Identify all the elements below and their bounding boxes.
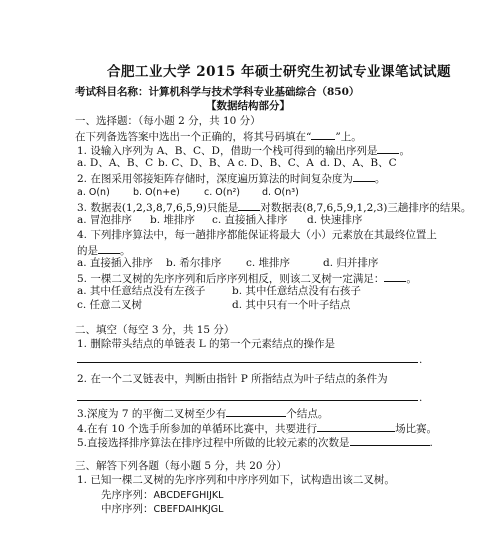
instruction-text-a: 在下列备选答案中选出一个正确的，将其号码填在“ bbox=[75, 131, 312, 143]
fill-q5-period: . bbox=[429, 437, 433, 449]
fill-q4-text-b: 场比赛。 bbox=[395, 423, 438, 435]
mc-q5-blank bbox=[384, 271, 406, 282]
preorder-label: 先序序列： bbox=[101, 489, 154, 501]
mc-q4-blank bbox=[98, 243, 120, 254]
part-heading: 【数据结构部分】 bbox=[206, 100, 290, 112]
fill-question-2: 2. 在一个二叉链表中，判断由指针 P 所指结点为叶子结点的条件为 bbox=[77, 373, 388, 385]
mc-q1-blank bbox=[377, 143, 399, 154]
fill-q3-blank bbox=[226, 406, 286, 417]
instruction-text-b: ”上。 bbox=[335, 131, 362, 143]
mc-q4-option-d: d. 归并排序 bbox=[323, 257, 379, 269]
inorder-value: CBEFDAIHKJGL bbox=[153, 504, 224, 515]
mc-q3-blank bbox=[238, 200, 260, 211]
ans-question-1: 1. 已知一棵二叉树的先序序列和中序序列如下，试构造出该二叉树。 bbox=[77, 474, 395, 486]
mc-q4-text: 的是 bbox=[77, 245, 98, 257]
instruction-blank bbox=[311, 129, 335, 140]
fill-question-4 bbox=[77, 421, 437, 436]
mc-q5-option-d: d. 其中只有一个叶子结点 bbox=[232, 299, 351, 311]
mc-q3-option-c: c. 直接插入排序 bbox=[212, 214, 288, 226]
mc-q1-text: 1. 设输入序列为 A、B、C、D，借助一个栈可得到的输出序列是 bbox=[77, 145, 378, 157]
exam-title: 合肥工业大学 2015 年硕士研究生初试专业课笔试试题 bbox=[107, 64, 451, 80]
fill-q5-blank bbox=[350, 435, 430, 446]
fill-q3-text-a: 3.深度为 7 的平衡二叉树至少有 bbox=[77, 408, 227, 420]
mc-q1-option-c: c. D、B、C、A bbox=[238, 157, 314, 169]
inorder-sequence bbox=[101, 503, 223, 516]
preorder-value: ABCDEFGHIJKL bbox=[153, 490, 224, 501]
fill-q1-period: . bbox=[419, 354, 423, 366]
fill-question-5 bbox=[77, 435, 433, 450]
mc-q2-option-a: a. O(n) bbox=[77, 187, 110, 198]
section-3-heading: 三、解答下列各题（每小题 5 分，共 20 分） bbox=[75, 460, 287, 472]
mc-question-3 bbox=[77, 200, 471, 215]
mc-q3-option-a: a. 冒泡排序 bbox=[77, 214, 132, 226]
mc-q1-option-d: d. D、A、B、C bbox=[320, 157, 397, 169]
mc-q4-option-b: b. 希尔排序 bbox=[166, 257, 222, 269]
mc-question-4-line2: 的是 。 bbox=[77, 245, 131, 257]
section-2-heading: 二、填空（每空 3 分，共 15 分） bbox=[75, 324, 235, 336]
mc-q2-text: 2. 在图采用邻接矩阵存储时，深度遍历算法的时间复杂度为 bbox=[77, 173, 353, 185]
mc-q3-option-d: d. 快速排序 bbox=[307, 214, 363, 226]
mc-question-1: 1. 设输入序列为 A、B、C、D，借助一个栈可得到的输出序列是 。 bbox=[77, 145, 410, 157]
fill-q1-answer-line bbox=[77, 362, 418, 363]
subject-name: 考试科目名称：计算机科学与技术学科专业基础综合（850） bbox=[75, 86, 360, 98]
fill-q4-text-a: 4.在有 10 个选手所参加的单循环比赛中，共要进行 bbox=[77, 423, 318, 435]
mc-q1-option-b: b. C、D、B、A bbox=[158, 157, 235, 169]
fill-question-3 bbox=[77, 406, 328, 421]
fill-question-1: 1. 删除带头结点的单链表 L 的第一个元素结点的操作是 bbox=[77, 338, 336, 350]
fill-q4-blank bbox=[317, 421, 395, 432]
mc-q4-option-a: a. 直接插入排序 bbox=[77, 257, 153, 269]
mc-q5-text: 5. 一棵二叉树的先序序列和后序序列相反，则该二叉树一定满足： bbox=[77, 273, 385, 285]
fill-q5-text: 5.直接选择排序算法在排序过程中所做的比较元素的次数是 bbox=[77, 437, 350, 449]
mc-q5-option-a: a. 其中任意结点没有左孩子 bbox=[77, 285, 206, 297]
section-1-instruction bbox=[75, 129, 362, 144]
mc-q3-text-a: 3. 数据表(1,2,3,8,7,6,5,9)只能是 bbox=[77, 202, 239, 214]
mc-question-4-line1: 4. 下列排序算法中，每一趟排序都能保证将最大（小）元素放在其最终位置上 bbox=[77, 229, 437, 241]
mc-question-5: 5. 一棵二叉树的先序序列和后序序列相反，则该二叉树一定满足： 。 bbox=[77, 273, 417, 285]
inorder-label: 中序序列： bbox=[101, 503, 154, 515]
mc-q2-option-c: c. O(n²) bbox=[204, 187, 240, 198]
preorder-sequence bbox=[101, 489, 223, 502]
mc-q3-text-b: 对数据表(8,7,6,5,9,1,2,3)三趟排序的结果。 bbox=[260, 202, 472, 214]
mc-q2-option-b: b. O(n+e) bbox=[133, 187, 180, 198]
mc-q2-blank bbox=[353, 171, 375, 182]
mc-q4-option-c: c. 堆排序 bbox=[246, 257, 291, 269]
fill-q2-answer-line bbox=[77, 400, 418, 401]
mc-question-2: 2. 在图采用邻接矩阵存储时，深度遍历算法的时间复杂度为 。 bbox=[77, 173, 386, 185]
mc-q5-option-b: b. 其中任意结点没有右孩子 bbox=[232, 285, 361, 297]
mc-q5-option-c: c. 任意二叉树 bbox=[77, 299, 143, 311]
section-1-heading: 一、选择题：（每小题 2 分，共 10 分） bbox=[75, 115, 261, 127]
fill-q3-text-b: 个结点。 bbox=[286, 408, 329, 420]
mc-q3-option-b: b. 堆排序 bbox=[150, 214, 195, 226]
mc-q2-option-d: d. O(n³) bbox=[262, 187, 299, 198]
mc-q1-option-a: a. D、A、B、C bbox=[77, 157, 154, 169]
fill-q2-period: . bbox=[419, 392, 423, 404]
